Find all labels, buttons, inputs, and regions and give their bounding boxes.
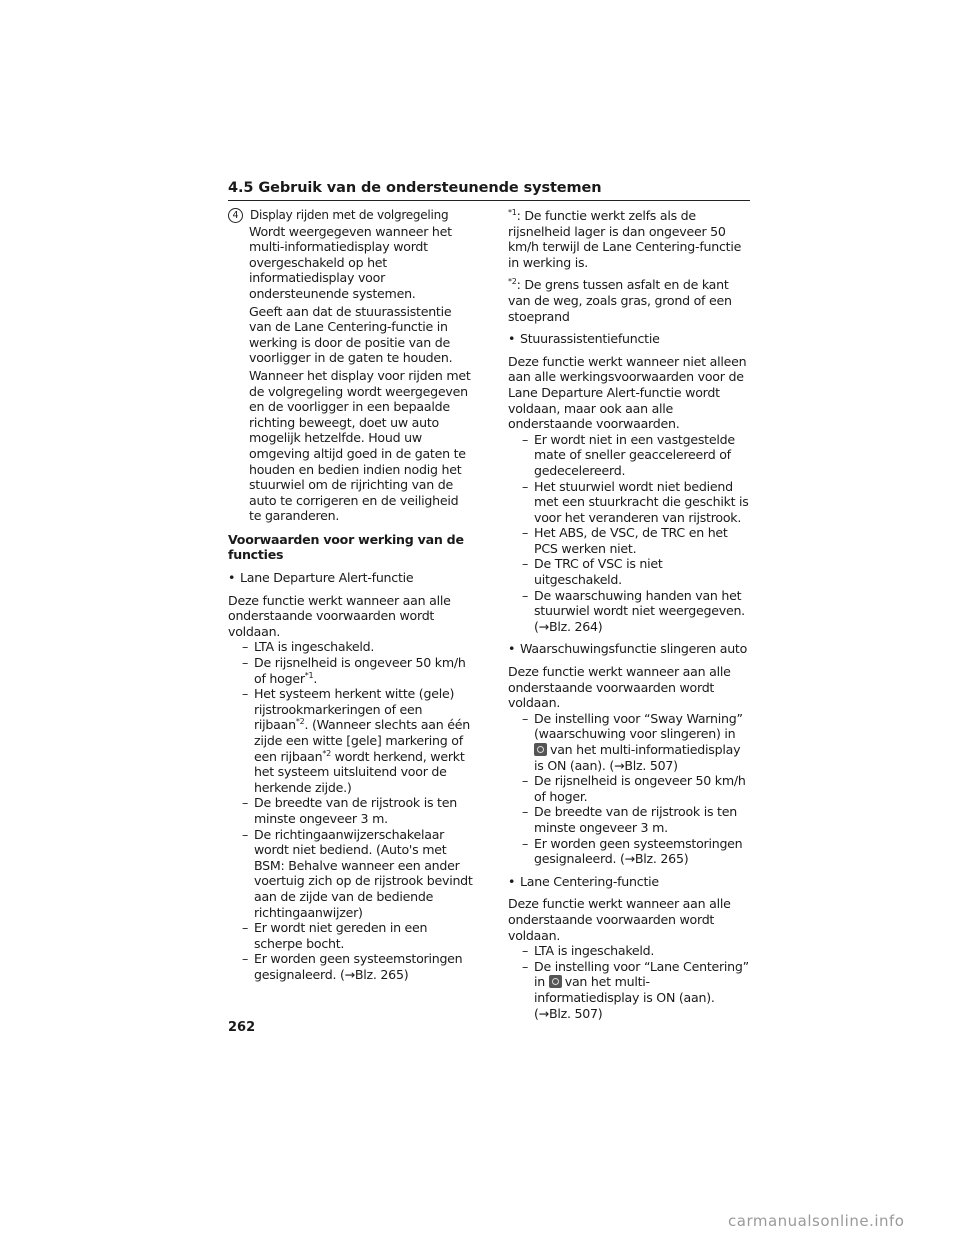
item-heading bbox=[228, 208, 474, 224]
page-number: 262 bbox=[228, 1020, 256, 1035]
bullet-lane-centering: • Lane Centering-functie bbox=[508, 873, 659, 889]
header-rule bbox=[228, 200, 750, 201]
list-item: – LTA is ingeschakeld. bbox=[242, 639, 375, 655]
conditions-list-steering-assist bbox=[522, 432, 752, 635]
list-item: – Het stuurwiel wordt niet bediend met een stuurkracht die geschikt is voor het veranderen van rijstrook. bbox=[522, 478, 749, 525]
list-item: – Het systeem herkent witte (gele) rijstrookmarkeringen of een rijbaan$^{*2}$. (Wanneer slechts aan één zijde een witte [gele] markering of een rijbaan$^{*2}$ wordt herkend, werkt het systeem uitsluitend voor de herkende zijde.) bbox=[242, 686, 470, 795]
list-item: – Er worden geen systeemstoringen gesignaleerd. (→Blz. 265) bbox=[242, 951, 463, 982]
item-title: Display rijden met de volgregeling bbox=[250, 208, 449, 222]
list-item: – Het ABS, de VSC, de TRC en het PCS werken niet. bbox=[522, 525, 728, 556]
list-item: – De breedte van de rijstrook is ten minste ongeveer 3 m. bbox=[242, 795, 457, 826]
conditions-heading: Voorwaarden voor werking van de functies bbox=[228, 531, 464, 563]
conditions-list-lane-departure bbox=[242, 639, 474, 982]
list-item: – Er wordt niet gereden in een scherpe bocht. bbox=[242, 920, 428, 951]
gear-icon bbox=[549, 975, 562, 988]
item-para-1: Wordt weergegeven wanneer het multi-informatiedisplay wordt overgeschakeld op het informatiedisplay voor ondersteunende systemen. bbox=[249, 223, 452, 301]
footnote-1: $^{*1}$: De functie werkt zelfs als de rijsnelheid lager is dan ongeveer 50 km/h terwijl de Lane Centering-functie in werking is. bbox=[508, 207, 742, 270]
list-item: – De instelling voor “Sway Warning” (waarschuwing voor slingeren) in van het multi-informatiedisplay is ON (aan). (→Blz. 507) bbox=[522, 710, 743, 773]
item-para-3: Wanneer het display voor rijden met de volgregeling wordt weergegeven en de voorligger in een bepaalde richting beweegt, doet uw auto mogelijk hetzelfde. Houd uw omgeving altijd goed in de gaten te houden en bedien indien nodig het stuurwiel om de rijrichting van de auto te corrigeren en de veiligheid te garanderen. bbox=[249, 367, 471, 524]
list-item: – Er wordt niet in een vastgestelde mate of sneller geaccelereerd of gedecelereerd. bbox=[522, 431, 735, 478]
list-item: – De waarschuwing handen van het stuurwiel wordt niet weergegeven. (→Blz. 264) bbox=[522, 587, 745, 634]
list-item: – De rijsnelheid is ongeveer 50 km/h of hoger. bbox=[522, 773, 746, 804]
bullet-lane-departure: • Lane Departure Alert-functie bbox=[228, 570, 414, 586]
left-column bbox=[228, 208, 474, 990]
intro-lane-centering: Deze functie werkt wanneer aan alle onderstaande voorwaarden wordt voldaan. bbox=[508, 896, 731, 943]
section-header bbox=[228, 180, 750, 201]
bullet-sway-warning: • Waarschuwingsfunctie slingeren auto bbox=[508, 641, 748, 657]
list-item: – Er worden geen systeemstoringen gesignaleerd. (→Blz. 265) bbox=[522, 835, 743, 867]
list-item: – De TRC of VSC is niet uitgeschakeld. bbox=[522, 556, 663, 588]
list-item: – De richtingaanwijzerschakelaar wordt niet bediend. (Auto's met BSM: Behalve wanneer een ander voertuig zich op de rijstrook bevindt aan de zijde van de bediende richtingaanwijzer) bbox=[242, 826, 473, 920]
list-item: – De instelling voor “Lane Centering” in van het multi-informatiedisplay is ON (aan). (→Blz. 507) bbox=[522, 958, 749, 1021]
circled-4-icon: 4 bbox=[228, 208, 243, 223]
item-body bbox=[228, 224, 474, 524]
bullet-steering-assist: • Stuurassistentiefunctie bbox=[508, 331, 660, 347]
intro-steering-assist: Deze functie werkt wanneer niet alleen aan alle werkingsvoorwaarden voor de Lane Departure Alert-functie wordt voldaan, maar ook aan alle onderstaande voorwaarden. bbox=[508, 353, 747, 432]
right-column bbox=[508, 208, 752, 1028]
footnote-2: $^{*2}$: De grens tussen asfalt en de kant van de weg, zoals gras, grond of een stoeprand bbox=[508, 277, 732, 324]
conditions-list-sway-warning bbox=[522, 711, 752, 867]
item-para-2: Geeft aan dat de stuurassistentie van de Lane Centering-functie in werking is door de positie van de voorligger in de gaten te houden. bbox=[249, 303, 453, 366]
section-title: 4.5 Gebruik van de ondersteunende systemen bbox=[228, 180, 602, 196]
gear-icon bbox=[534, 743, 547, 756]
list-item: – De rijsnelheid is ongeveer 50 km/h of hoger$^{*1}$. bbox=[242, 655, 466, 686]
conditions-list-lane-centering bbox=[522, 943, 752, 1021]
list-item: – LTA is ingeschakeld. bbox=[522, 943, 655, 959]
intro-sway-warning: Deze functie werkt wanneer aan alle onderstaande voorwaarden wordt voldaan. bbox=[508, 664, 731, 711]
intro-lane-departure: Deze functie werkt wanneer aan alle onderstaande voorwaarden wordt voldaan. bbox=[228, 592, 451, 639]
list-item: – De breedte van de rijstrook is ten minste ongeveer 3 m. bbox=[522, 804, 737, 835]
watermark: carmanualsonline.info bbox=[728, 1212, 905, 1230]
